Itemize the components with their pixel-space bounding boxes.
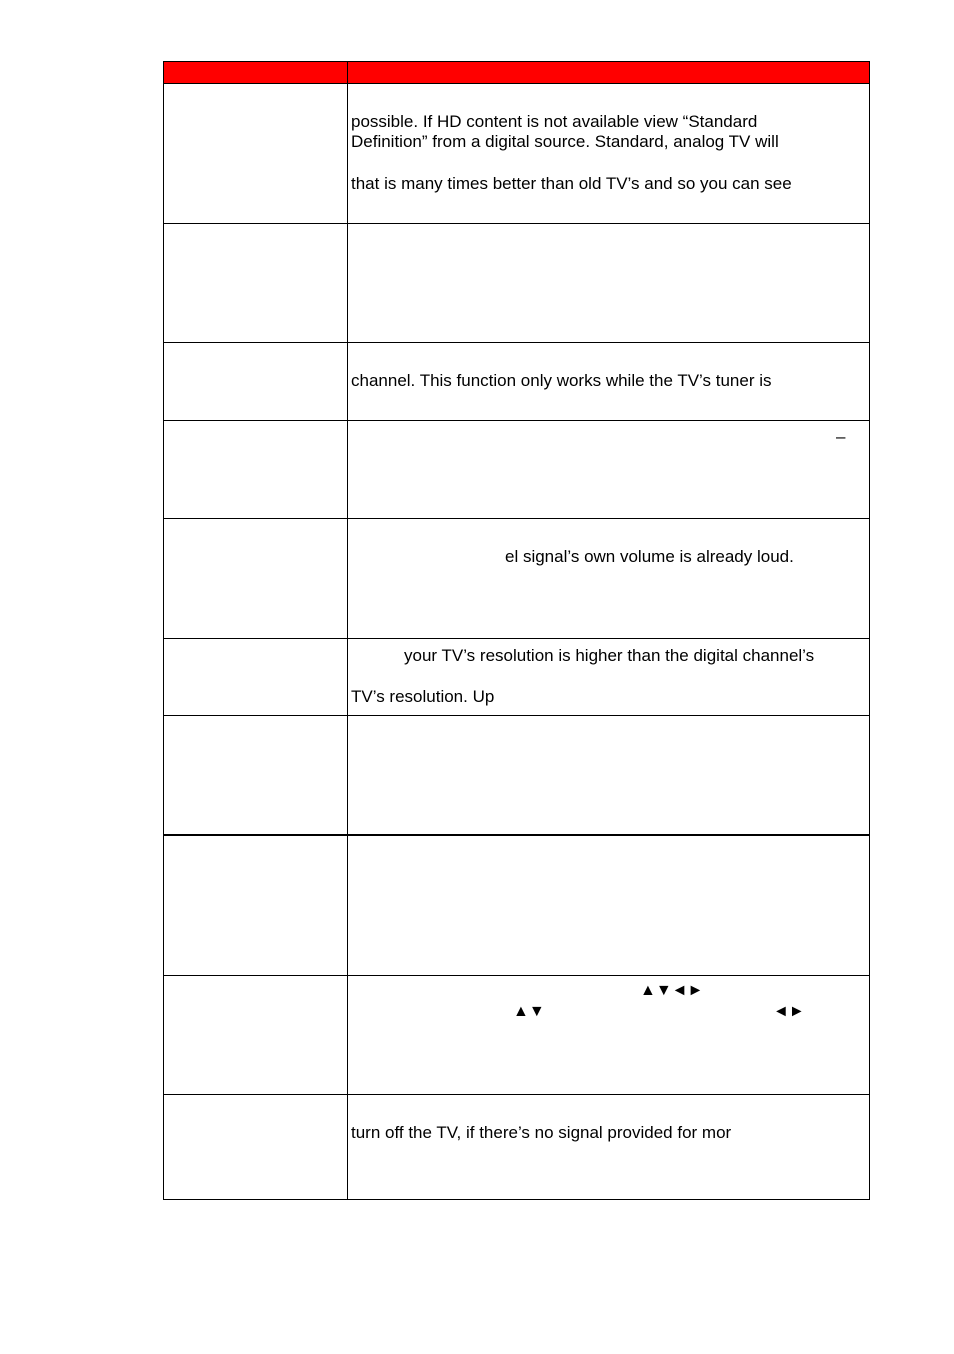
- arrow-keys-all-icon: ▲▼◄►: [640, 982, 704, 999]
- row-1-line-2: Definition” from a digital source. Standard, analog TV will: [351, 132, 779, 151]
- row-1-line-1: possible. If HD content is not available view “Standard: [351, 112, 758, 131]
- grid-line: [163, 420, 870, 421]
- table-header-row: [163, 61, 870, 83]
- grid-line: [163, 518, 870, 519]
- row-1-line-3: that is many times better than old TV’s and so you can see: [351, 174, 792, 193]
- grid-line: [163, 975, 870, 976]
- row-4-dash: –: [836, 427, 846, 446]
- grid-line: [163, 1094, 870, 1095]
- grid-line: [347, 61, 348, 1200]
- grid-line: [163, 61, 870, 62]
- grid-line: [163, 342, 870, 343]
- row-3-line-1: channel. This function only works while the TV’s tuner is: [351, 371, 772, 390]
- grid-line: [163, 223, 870, 224]
- row-6-line-2: TV’s resolution. Up: [351, 687, 495, 706]
- grid-line: [163, 83, 870, 84]
- grid-line: [163, 61, 164, 1200]
- grid-line: [163, 834, 870, 836]
- settings-table: [163, 61, 870, 1200]
- row-10-line-1: turn off the TV, if there’s no signal provided for mor: [351, 1123, 732, 1142]
- grid-line: [163, 638, 870, 639]
- arrow-keys-up-down-icon: ▲▼: [513, 1003, 545, 1020]
- row-6-line-1: your TV’s resolution is higher than the digital channel’s: [404, 646, 815, 665]
- row-5-line-1: el signal’s own volume is already loud.: [505, 547, 794, 566]
- grid-line: [869, 61, 870, 1200]
- arrow-keys-left-right-icon: ◄►: [773, 1003, 805, 1020]
- grid-line: [163, 715, 870, 716]
- grid-line: [163, 1199, 870, 1200]
